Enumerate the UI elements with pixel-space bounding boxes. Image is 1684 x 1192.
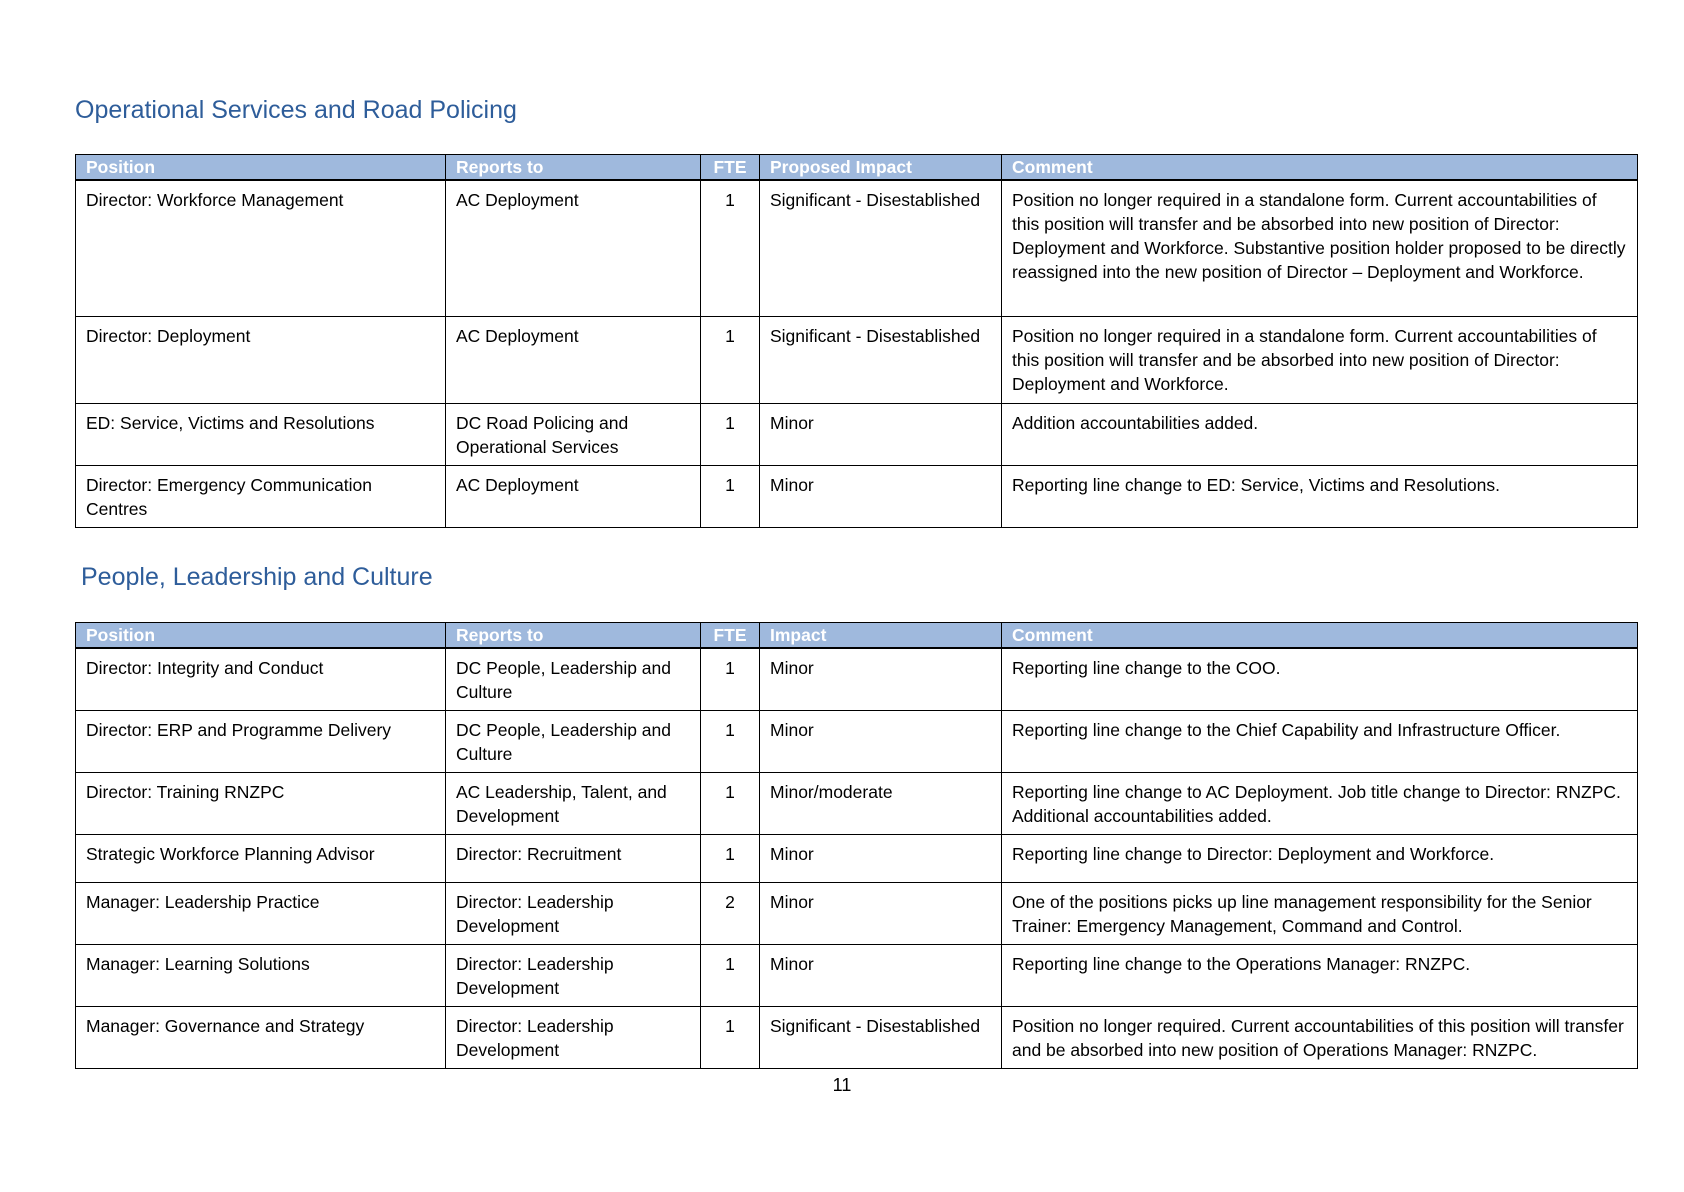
cell-comment: Reporting line change to Director: Deployment and Workforce. — [1002, 834, 1638, 882]
cell-impact: Minor — [760, 465, 1002, 527]
table-row — [76, 944, 1638, 1006]
cell-reports-to: AC Leadership, Talent, and Development — [446, 772, 701, 834]
section-title: Operational Services and Road Policing — [75, 96, 517, 124]
page-number: 11 — [832, 1075, 852, 1095]
cell-reports-to: Director: Recruitment — [446, 834, 701, 882]
cell-fte: 1 — [701, 834, 760, 882]
cell-position: Manager: Learning Solutions — [76, 944, 446, 1006]
table-row — [76, 180, 1638, 316]
header-position: Position — [76, 623, 446, 649]
cell-impact: Significant - Disestablished — [760, 180, 1002, 316]
cell-impact: Minor/moderate — [760, 772, 1002, 834]
positions-table — [75, 154, 1638, 528]
cell-position: Director: Integrity and Conduct — [76, 648, 446, 710]
cell-position: Strategic Workforce Planning Advisor — [76, 834, 446, 882]
cell-position: Manager: Governance and Strategy — [76, 1006, 446, 1068]
table-row — [76, 834, 1638, 882]
header-fte: FTE — [701, 623, 760, 649]
cell-impact: Significant - Disestablished — [760, 316, 1002, 403]
table-row — [76, 882, 1638, 944]
header-position: Position — [76, 155, 446, 181]
cell-reports-to: AC Deployment — [446, 316, 701, 403]
cell-reports-to: Director: Leadership Development — [446, 882, 701, 944]
header-comment: Comment — [1002, 155, 1638, 181]
cell-fte: 1 — [701, 772, 760, 834]
cell-comment: One of the positions picks up line management responsibility for the Senior Trainer: Emergency Management, Command and Control. — [1002, 882, 1638, 944]
cell-fte: 1 — [701, 1006, 760, 1068]
cell-position: Director: Emergency Communication Centres — [76, 465, 446, 527]
cell-fte: 1 — [701, 316, 760, 403]
cell-comment: Position no longer required in a standalone form. Current accountabilities of this position will transfer and be absorbed into new position of Director: Deployment and Workforce. Substantive position holder proposed to be directly reassigned into the new position of Director – Deployment and Workforce. — [1002, 180, 1638, 316]
cell-comment: Position no longer required in a standalone form. Current accountabilities of this position will transfer and be absorbed into new position of Director: Deployment and Workforce. — [1002, 316, 1638, 403]
cell-impact: Minor — [760, 944, 1002, 1006]
cell-comment: Reporting line change to the COO. — [1002, 648, 1638, 710]
table-row — [76, 403, 1638, 465]
header-fte: FTE — [701, 155, 760, 181]
header-impact: Impact — [760, 623, 1002, 649]
cell-position: Director: ERP and Programme Delivery — [76, 710, 446, 772]
cell-reports-to: Director: Leadership Development — [446, 944, 701, 1006]
cell-comment: Reporting line change to ED: Service, Victims and Resolutions. — [1002, 465, 1638, 527]
header-comment: Comment — [1002, 623, 1638, 649]
table-row — [76, 316, 1638, 403]
cell-fte: 1 — [701, 465, 760, 527]
table-row — [76, 648, 1638, 710]
table-row — [76, 465, 1638, 527]
section-title: People, Leadership and Culture — [81, 563, 433, 591]
cell-comment: Reporting line change to the Chief Capability and Infrastructure Officer. — [1002, 710, 1638, 772]
cell-comment: Reporting line change to the Operations Manager: RNZPC. — [1002, 944, 1638, 1006]
cell-impact: Minor — [760, 403, 1002, 465]
cell-reports-to: DC People, Leadership and Culture — [446, 710, 701, 772]
table-row — [76, 1006, 1638, 1068]
cell-position: Director: Deployment — [76, 316, 446, 403]
cell-fte: 2 — [701, 882, 760, 944]
header-reports-to: Reports to — [446, 623, 701, 649]
positions-table — [75, 622, 1638, 1069]
table-row — [76, 772, 1638, 834]
cell-reports-to: DC People, Leadership and Culture — [446, 648, 701, 710]
cell-reports-to: Director: Leadership Development — [446, 1006, 701, 1068]
cell-impact: Minor — [760, 710, 1002, 772]
cell-fte: 1 — [701, 180, 760, 316]
cell-impact: Minor — [760, 834, 1002, 882]
cell-fte: 1 — [701, 710, 760, 772]
header-reports-to: Reports to — [446, 155, 701, 181]
cell-comment: Position no longer required. Current accountabilities of this position will transfer and be absorbed into new position of Operations Manager: RNZPC. — [1002, 1006, 1638, 1068]
cell-comment: Reporting line change to AC Deployment. Job title change to Director: RNZPC. Additional accountabilities added. — [1002, 772, 1638, 834]
cell-position: ED: Service, Victims and Resolutions — [76, 403, 446, 465]
cell-fte: 1 — [701, 944, 760, 1006]
cell-position: Director: Workforce Management — [76, 180, 446, 316]
cell-comment: Addition accountabilities added. — [1002, 403, 1638, 465]
table-row — [76, 710, 1638, 772]
cell-impact: Minor — [760, 648, 1002, 710]
cell-reports-to: DC Road Policing and Operational Services — [446, 403, 701, 465]
cell-reports-to: AC Deployment — [446, 180, 701, 316]
cell-fte: 1 — [701, 648, 760, 710]
table-header-row — [76, 155, 1638, 181]
cell-impact: Minor — [760, 882, 1002, 944]
cell-impact: Significant - Disestablished — [760, 1006, 1002, 1068]
header-impact: Proposed Impact — [760, 155, 1002, 181]
cell-reports-to: AC Deployment — [446, 465, 701, 527]
cell-fte: 1 — [701, 403, 760, 465]
cell-position: Manager: Leadership Practice — [76, 882, 446, 944]
table-header-row — [76, 623, 1638, 649]
cell-position: Director: Training RNZPC — [76, 772, 446, 834]
